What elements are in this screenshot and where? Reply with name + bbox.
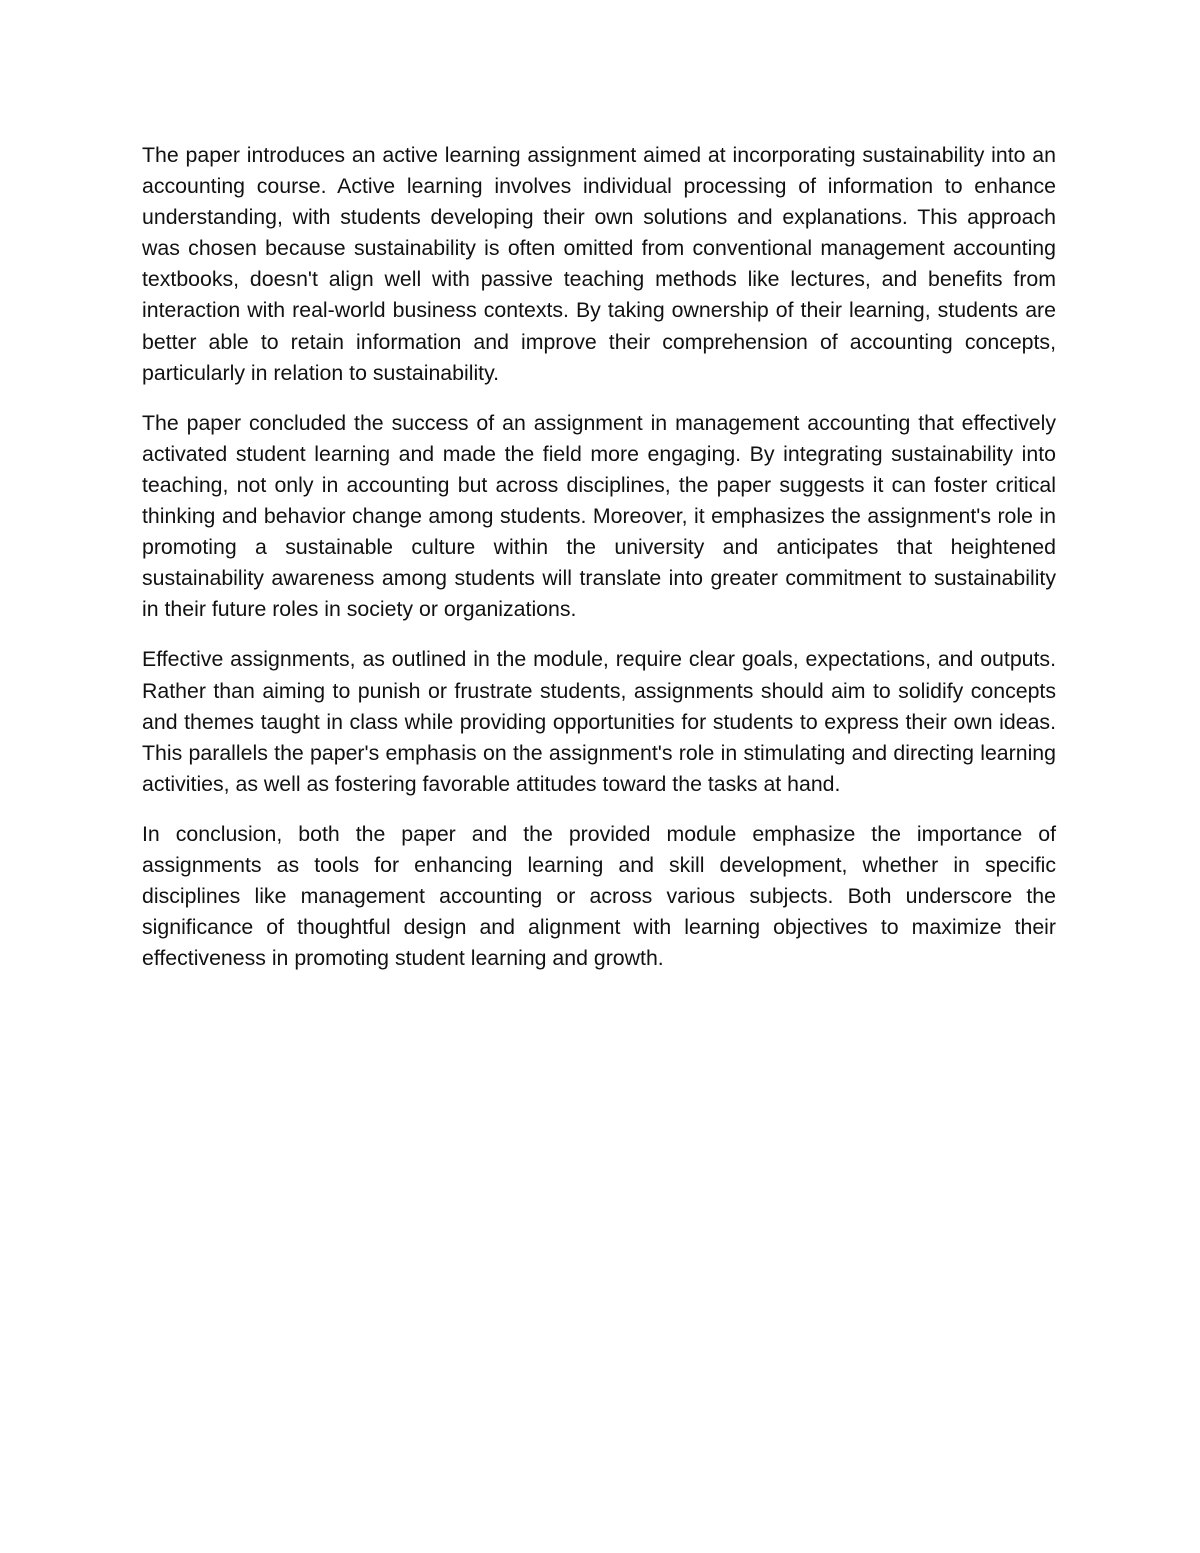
paragraph-4: In conclusion, both the paper and the provided module emphasize the importance of assignments as tools for enhancing learning and skill development, whether in specific disciplines like management accounting or across various subjects. Both underscore the significance of thoughtful design and alignment with learning objectives to maximize their effectiveness in promoting student learning and growth. <box>142 821 1056 971</box>
paragraph-1: The paper introduces an active learning assignment aimed at incorporating sustainability into an accounting course. Active learning involves individual processing of information to enhance understanding, with students developing their own solutions and explanations. This approach was chosen because sustainability is often omitted from conventional management accounting textbooks, doesn't align well with passive teaching methods like lectures, and benefits from interaction with real-world business contexts. By taking ownership of their learning, students are better able to retain information and improve their comprehension of accounting concepts, particularly in relation to sustainability. <box>142 143 1056 385</box>
paragraph-2: The paper concluded the success of an assignment in management accounting that effectively activated student learning and made the field more engaging. By integrating sustainability into teaching, not only in accounting but across disciplines, the paper suggests it can foster critical thinking and behavior change among students. Moreover, it emphasizes the assignment's role in promoting a sustainable culture within the university and anticipates that heightened sustainability awareness among students will translate into greater commitment to sustainability in their future roles in society or organizations. <box>142 410 1056 622</box>
document-body <box>142 140 1056 993</box>
paragraph-3: Effective assignments, as outlined in the module, require clear goals, expectations, and outputs. Rather than aiming to punish or frustrate students, assignments should aim to solidify concepts and themes taught in class while providing opportunities for students to express their own ideas. This parallels the paper's emphasis on the assignment's role in stimulating and directing learning activities, as well as fostering favorable attitudes toward the tasks at hand. <box>142 647 1056 796</box>
